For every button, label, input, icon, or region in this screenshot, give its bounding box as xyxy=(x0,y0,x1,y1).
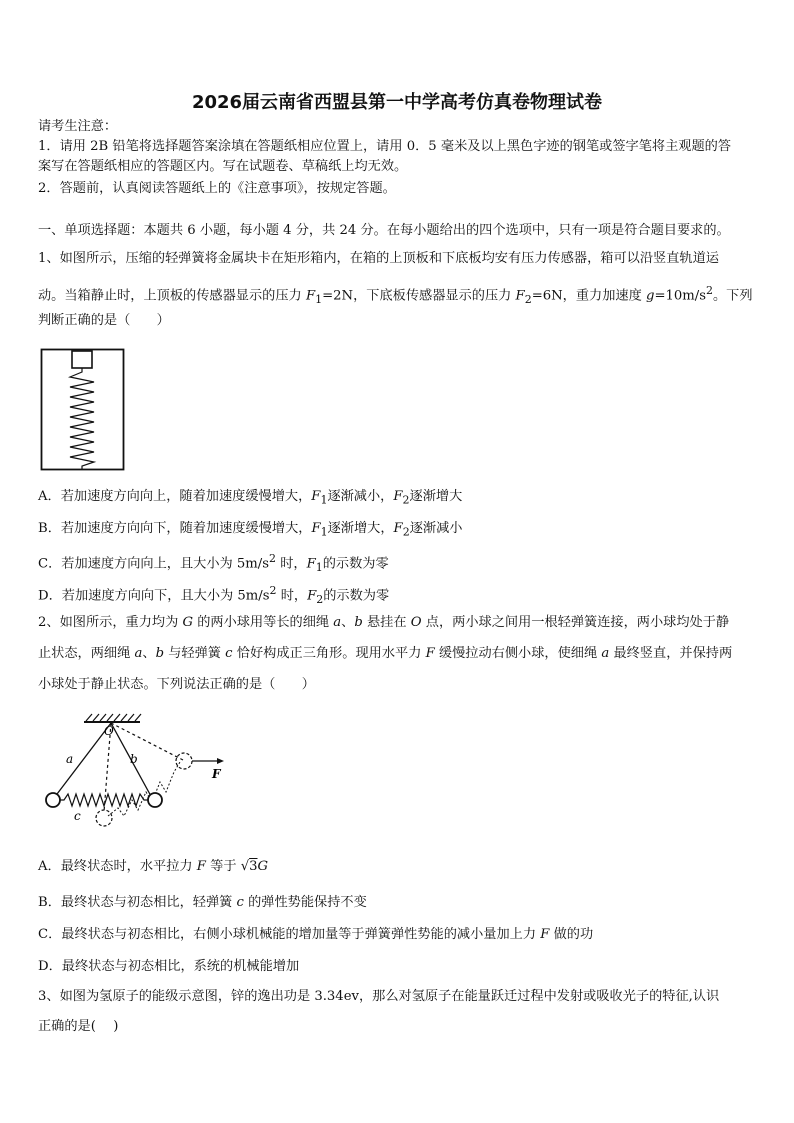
q2-option-a xyxy=(38,858,268,876)
sup-2: 2 xyxy=(269,584,277,597)
notice-item-2: 2．答题前，认真阅读答题纸上的《注意事项》，按规定答题。 xyxy=(38,181,396,196)
sub-1: 1 xyxy=(315,293,323,307)
q1-option-d xyxy=(38,582,389,609)
symbol-F: F xyxy=(393,521,403,536)
q2-option-b xyxy=(38,894,367,912)
q2-text: 、 xyxy=(142,646,156,661)
symbol-c: c xyxy=(236,895,244,910)
option-text: A．若加速度方向向上，随着加速度缓慢增大， xyxy=(38,489,312,504)
option-text: C．若加速度方向向上，且大小为 5m/s xyxy=(38,556,270,572)
q1-box-spring-figure xyxy=(40,348,126,472)
option-text: 的示数为零 xyxy=(322,556,389,572)
symbol-a: a xyxy=(601,646,610,661)
q1-stem-line-1: 1、如图所示，压缩的轻弹簧将金属块卡在矩形箱内，在箱的上顶板和下底板均安有压力传感器，箱可以沿竖直轨道运 xyxy=(38,251,719,266)
q1-option-b xyxy=(38,520,462,542)
label-F: F xyxy=(212,767,221,781)
q1-text: =10m/s xyxy=(654,288,706,304)
sub-1: 1 xyxy=(320,493,328,507)
q1-stem-line-2 xyxy=(38,282,753,309)
symbol-a: a xyxy=(333,615,342,630)
symbol-F: F xyxy=(425,646,435,661)
option-text: A．最终状态时，水平拉力 xyxy=(38,859,197,874)
sup-2: 2 xyxy=(705,284,713,297)
symbol-F: F xyxy=(393,489,403,504)
sub-2: 2 xyxy=(402,525,410,539)
symbol-F: F xyxy=(311,521,321,536)
q3-stem-line-2: 正确的是( ) xyxy=(38,1019,119,1034)
q2-text: 2、如图所示，重力均为 xyxy=(38,615,183,630)
option-text: C．最终状态与初态相比，右侧小球机械能的增加量等于弹簧弹性势能的减小量加上力 xyxy=(38,927,541,942)
q1-stem-line-3: 判断正确的是（ ） xyxy=(38,313,170,328)
q1-text: 。下列 xyxy=(712,288,753,304)
q1-option-c xyxy=(38,550,389,577)
option-text: 时， xyxy=(276,556,307,572)
option-text: 时， xyxy=(276,588,308,604)
symbol-F: F xyxy=(306,556,316,572)
symbol-F: F xyxy=(307,588,317,604)
symbol-F2: F xyxy=(515,288,525,304)
option-text: B．最终状态与初态相比，轻弹簧 xyxy=(38,895,237,910)
symbol-F: F xyxy=(540,927,550,942)
q1-text: 动。当箱静止时，上顶板的传感器显示的压力 xyxy=(38,288,306,304)
symbol-c: c xyxy=(225,646,233,661)
q2-text: 点，两小球之间用一根轻弹簧连接，两小球均处于静 xyxy=(421,615,730,630)
symbol-F1: F xyxy=(305,288,316,304)
option-text: 逐渐减小 xyxy=(409,521,463,536)
q2-option-c xyxy=(38,926,593,944)
sub-2: 2 xyxy=(402,493,410,507)
q1-option-a xyxy=(38,488,462,510)
q2-text: 恰好构成正三角形。现用水平力 xyxy=(232,646,426,661)
sub-2: 2 xyxy=(524,293,532,307)
q2-stem-line-1 xyxy=(38,614,729,632)
sqrt-radicand: 3 xyxy=(249,859,258,874)
q2-text: 止状态，两细绳 xyxy=(38,646,135,661)
option-text: D．若加速度方向向下，且大小为 5m/s xyxy=(38,588,270,604)
q2-pendulum-spring-figure xyxy=(38,712,234,836)
symbol-F: F xyxy=(196,859,206,874)
sub-1: 1 xyxy=(315,561,323,575)
symbol-O: O xyxy=(410,615,422,630)
label-c: c xyxy=(74,809,81,823)
symbol-b: b xyxy=(354,615,363,630)
q3-stem-line-1: 3、如图为氢原子的能级示意图，锌的逸出功是 3.34ev，那么对氢原子在能量跃迁过程中发射或吸收光子的特征,认识 xyxy=(38,989,720,1004)
q2-stem-line-2 xyxy=(38,645,732,663)
sub-2: 2 xyxy=(316,593,324,607)
sub-1: 1 xyxy=(320,525,328,539)
symbol-g: g xyxy=(645,288,655,304)
page-title: 2026届云南省西盟县第一中学高考仿真卷物理试卷 xyxy=(191,92,603,113)
symbol-F: F xyxy=(311,489,321,504)
q2-text: 与轻弹簧 xyxy=(164,646,226,661)
label-O: O xyxy=(104,724,114,738)
q2-text: 、 xyxy=(341,615,355,630)
symbol-b: b xyxy=(155,646,165,661)
symbol-G: G xyxy=(257,859,269,874)
label-a: a xyxy=(66,752,74,766)
option-text: 逐渐减小， xyxy=(327,489,394,504)
option-text: 逐渐增大， xyxy=(327,521,394,536)
q2-text: 缓慢拉动右侧小球，使细绳 xyxy=(434,646,602,661)
q2-text: 悬挂在 xyxy=(362,615,411,630)
notice-item-1-line-2: 案写在答题纸相应的答题区内。写在试题卷、草稿纸上均无效。 xyxy=(38,159,408,174)
label-b: b xyxy=(130,752,138,766)
q1-text: =6N，重力加速度 xyxy=(531,288,646,304)
notice-heading: 请考生注意： xyxy=(38,119,118,134)
option-text: 的弹性势能保持不变 xyxy=(243,895,367,910)
option-text: 等于 xyxy=(205,859,241,874)
q2-option-d: D．最终状态与初态相比，系统的机械能增加 xyxy=(38,959,300,974)
q2-text: 最终竖直，并保持两 xyxy=(609,646,733,661)
q2-text: 的两小球用等长的细绳 xyxy=(193,615,334,630)
q1-text: =2N，下底板传感器显示的压力 xyxy=(322,288,516,304)
option-text: 逐渐增大 xyxy=(409,489,463,504)
notice-item-1-line-1: 1．请用 2B 铅笔将选择题答案涂填在答题纸相应位置上，请用 0．5 毫米及以上黑色字迹的钢笔或签字笔将主观题的答 xyxy=(38,139,732,154)
option-text: 做的功 xyxy=(549,927,594,942)
option-text: 的示数为零 xyxy=(323,588,390,604)
q2-stem-line-3: 小球处于静止状态。下列说法正确的是（ ） xyxy=(38,677,315,692)
option-text: B．若加速度方向向下，随着加速度缓慢增大， xyxy=(38,521,312,536)
sqrt-sign: √ xyxy=(240,859,250,874)
sup-2: 2 xyxy=(269,552,277,565)
section-1-heading: 一、单项选择题：本题共 6 小题，每小题 4 分，共 24 分。在每小题给出的四个选项中，只有一项是符合题目要求的。 xyxy=(38,223,730,238)
symbol-G: G xyxy=(182,615,194,630)
symbol-a: a xyxy=(134,646,143,661)
